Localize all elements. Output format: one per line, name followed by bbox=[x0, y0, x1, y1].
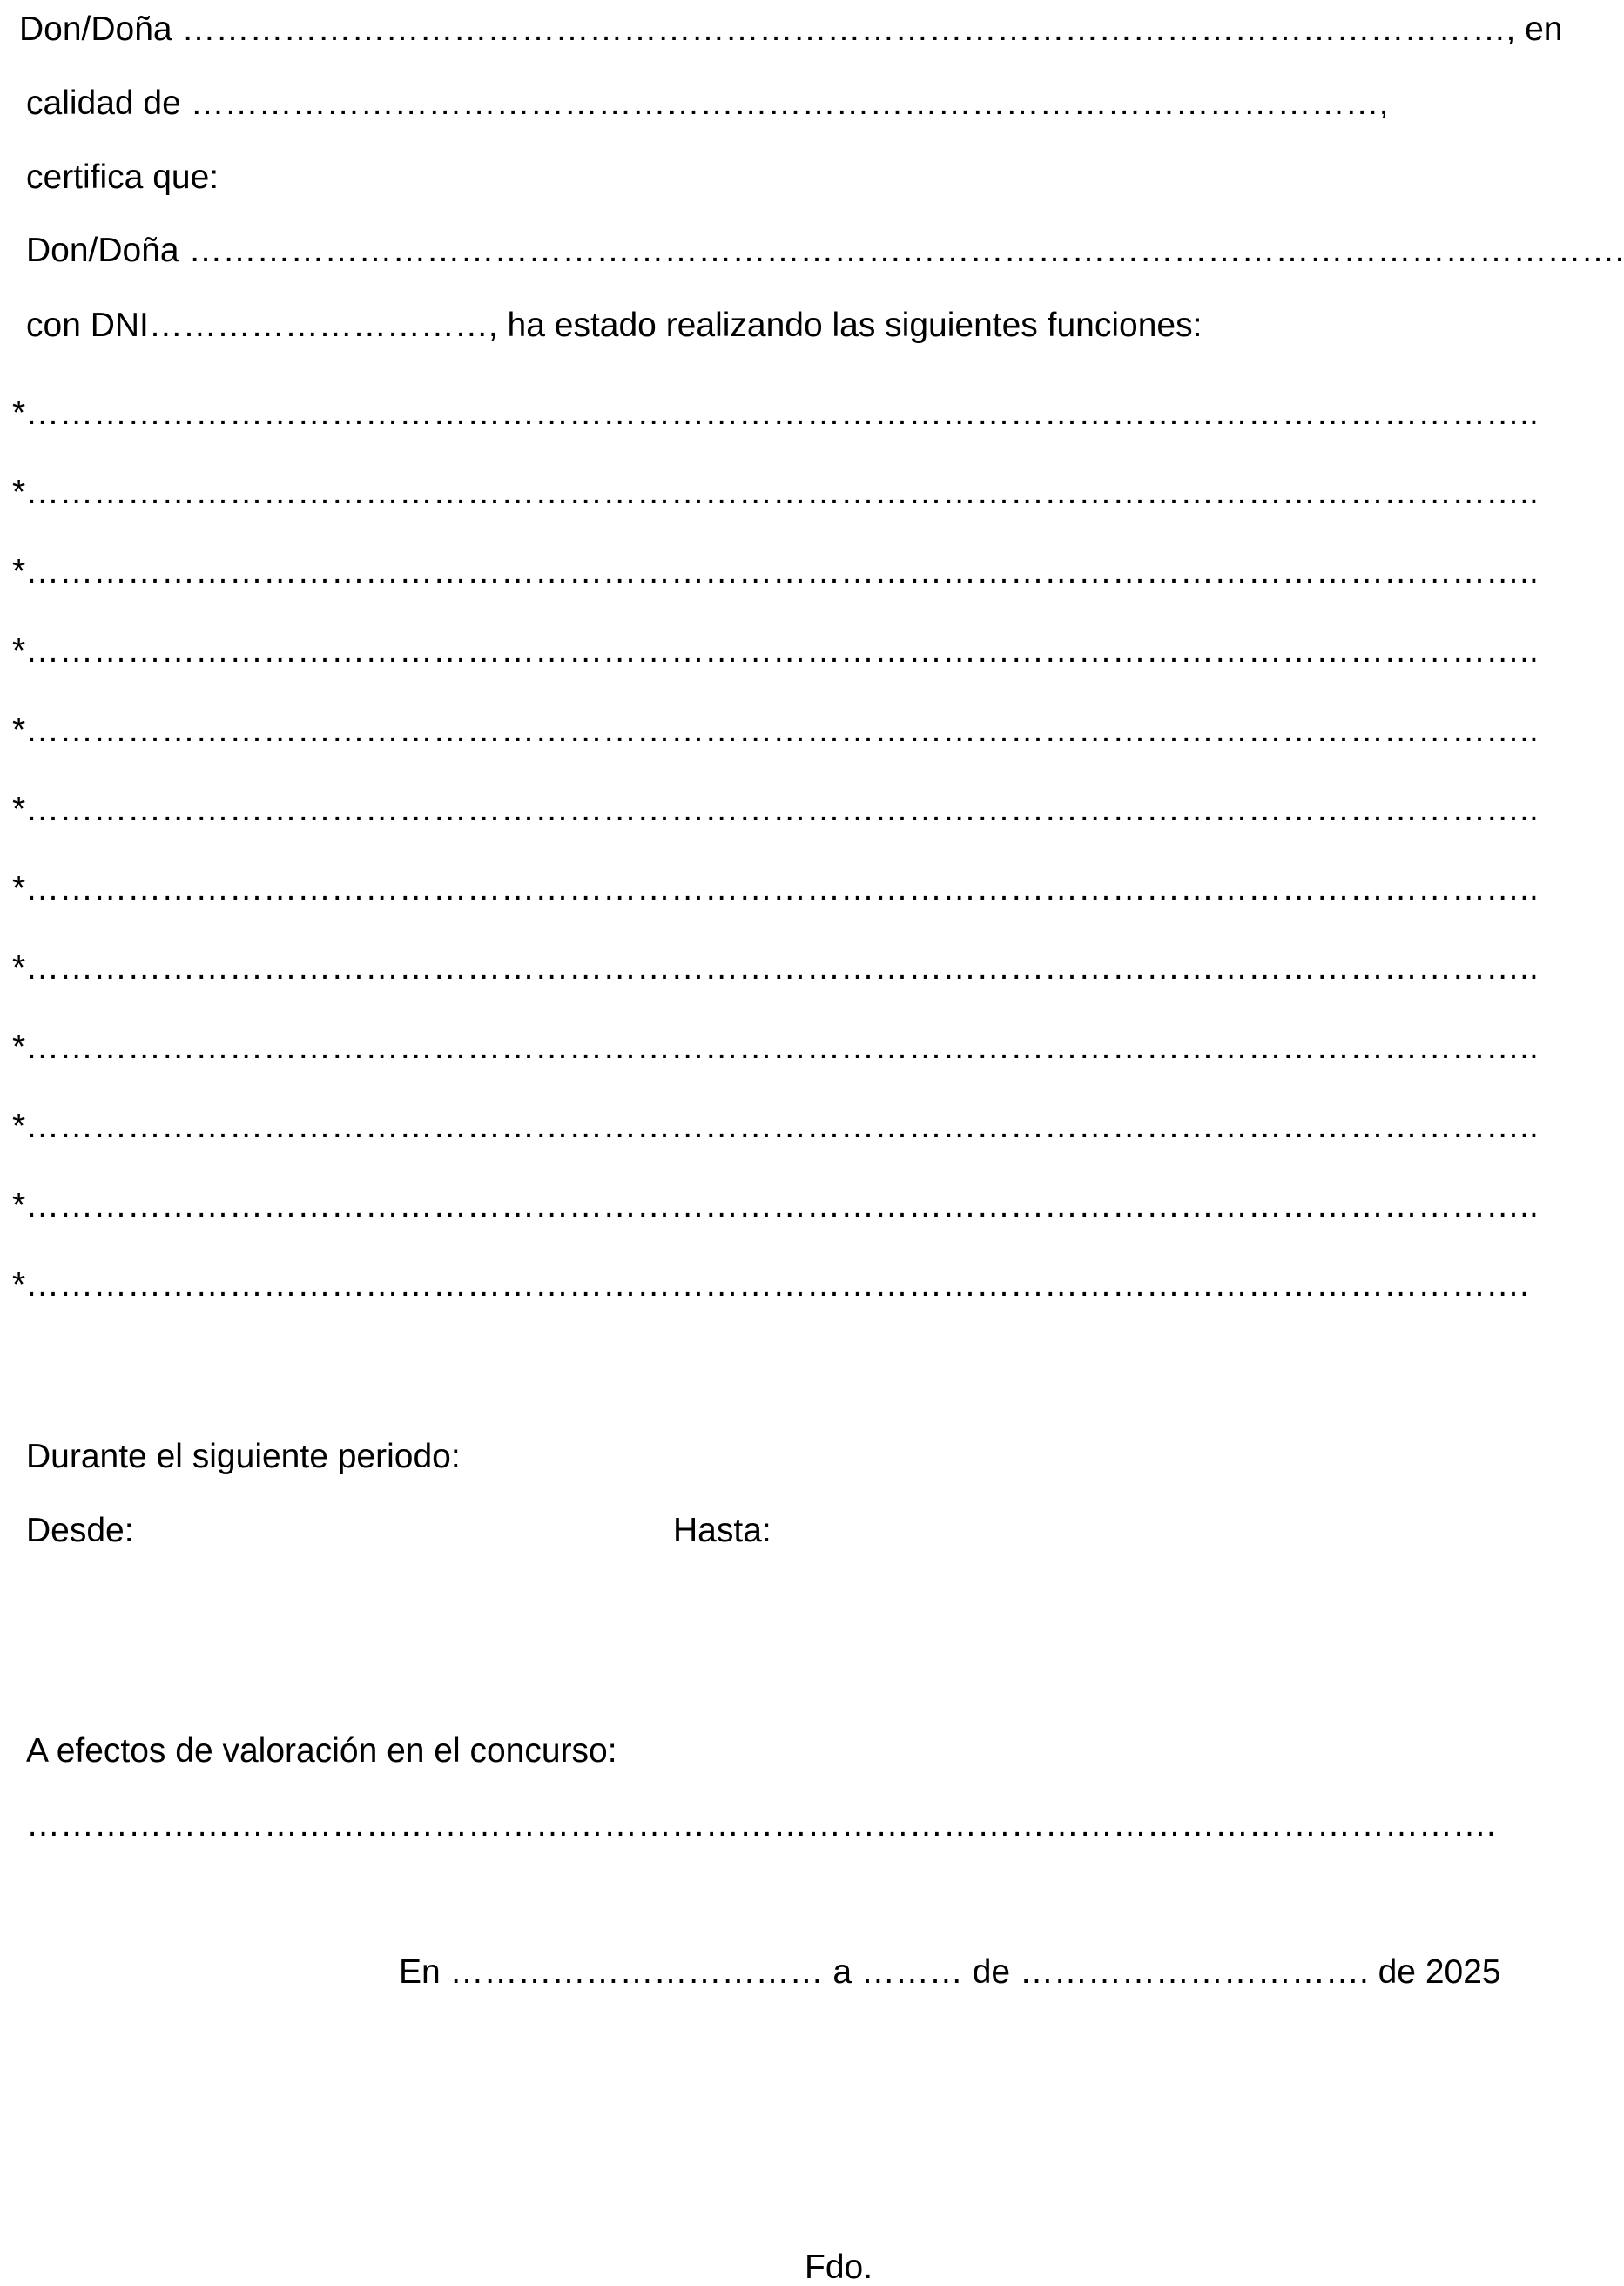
function-item: *…………………………………………………………………………………………………………………….. bbox=[12, 949, 1539, 987]
period-heading: Durante el siguiente periodo: bbox=[26, 1438, 461, 1475]
period-to-label: Hasta: bbox=[673, 1512, 772, 1549]
period-from-label: Desde: bbox=[26, 1512, 134, 1549]
function-item: *…………………………………………………………………………………………………………………….. bbox=[12, 394, 1539, 432]
function-item: *…………………………………………………………………………………………………………………….. bbox=[12, 1187, 1539, 1224]
function-item: *…………………………………………………………………………………………………………………….. bbox=[12, 1028, 1539, 1066]
issuer-name-line: Don/Doña ………………………………………………………………………………………………………, en bbox=[19, 10, 1563, 48]
employee-dni-line: con DNI…………………………, ha estado realizando las siguientes funciones: bbox=[26, 307, 1203, 344]
function-item: *……………………………………………………………………………………………………………………. bbox=[12, 1266, 1530, 1304]
signature-label: Fdo. bbox=[805, 2249, 873, 2286]
valuation-heading: A efectos de valoración en el concurso: bbox=[26, 1732, 617, 1770]
function-item: *…………………………………………………………………………………………………………………….. bbox=[12, 553, 1539, 590]
function-item: *…………………………………………………………………………………………………………………….. bbox=[12, 791, 1539, 828]
place-date-line: En …………………………… a ……… de …………………………. de 2025 bbox=[399, 1953, 1501, 1991]
issuer-capacity-line: calidad de ……………………………………………………………………………………………, bbox=[26, 84, 1389, 122]
function-item: *…………………………………………………………………………………………………………………….. bbox=[12, 1108, 1539, 1145]
function-item: *…………………………………………………………………………………………………………………….. bbox=[12, 632, 1539, 670]
function-item: *…………………………………………………………………………………………………………………….. bbox=[12, 474, 1539, 511]
certifies-line: certifica que: bbox=[26, 158, 219, 196]
employee-name-line: Don/Doña ………………………………………………………………………………………………………………. bbox=[26, 232, 1624, 269]
function-item: *…………………………………………………………………………………………………………………….. bbox=[12, 870, 1539, 907]
function-item: *…………………………………………………………………………………………………………………….. bbox=[12, 711, 1539, 749]
valuation-dots-line: …………………………………………………………………………………………………………………. bbox=[26, 1806, 1496, 1844]
